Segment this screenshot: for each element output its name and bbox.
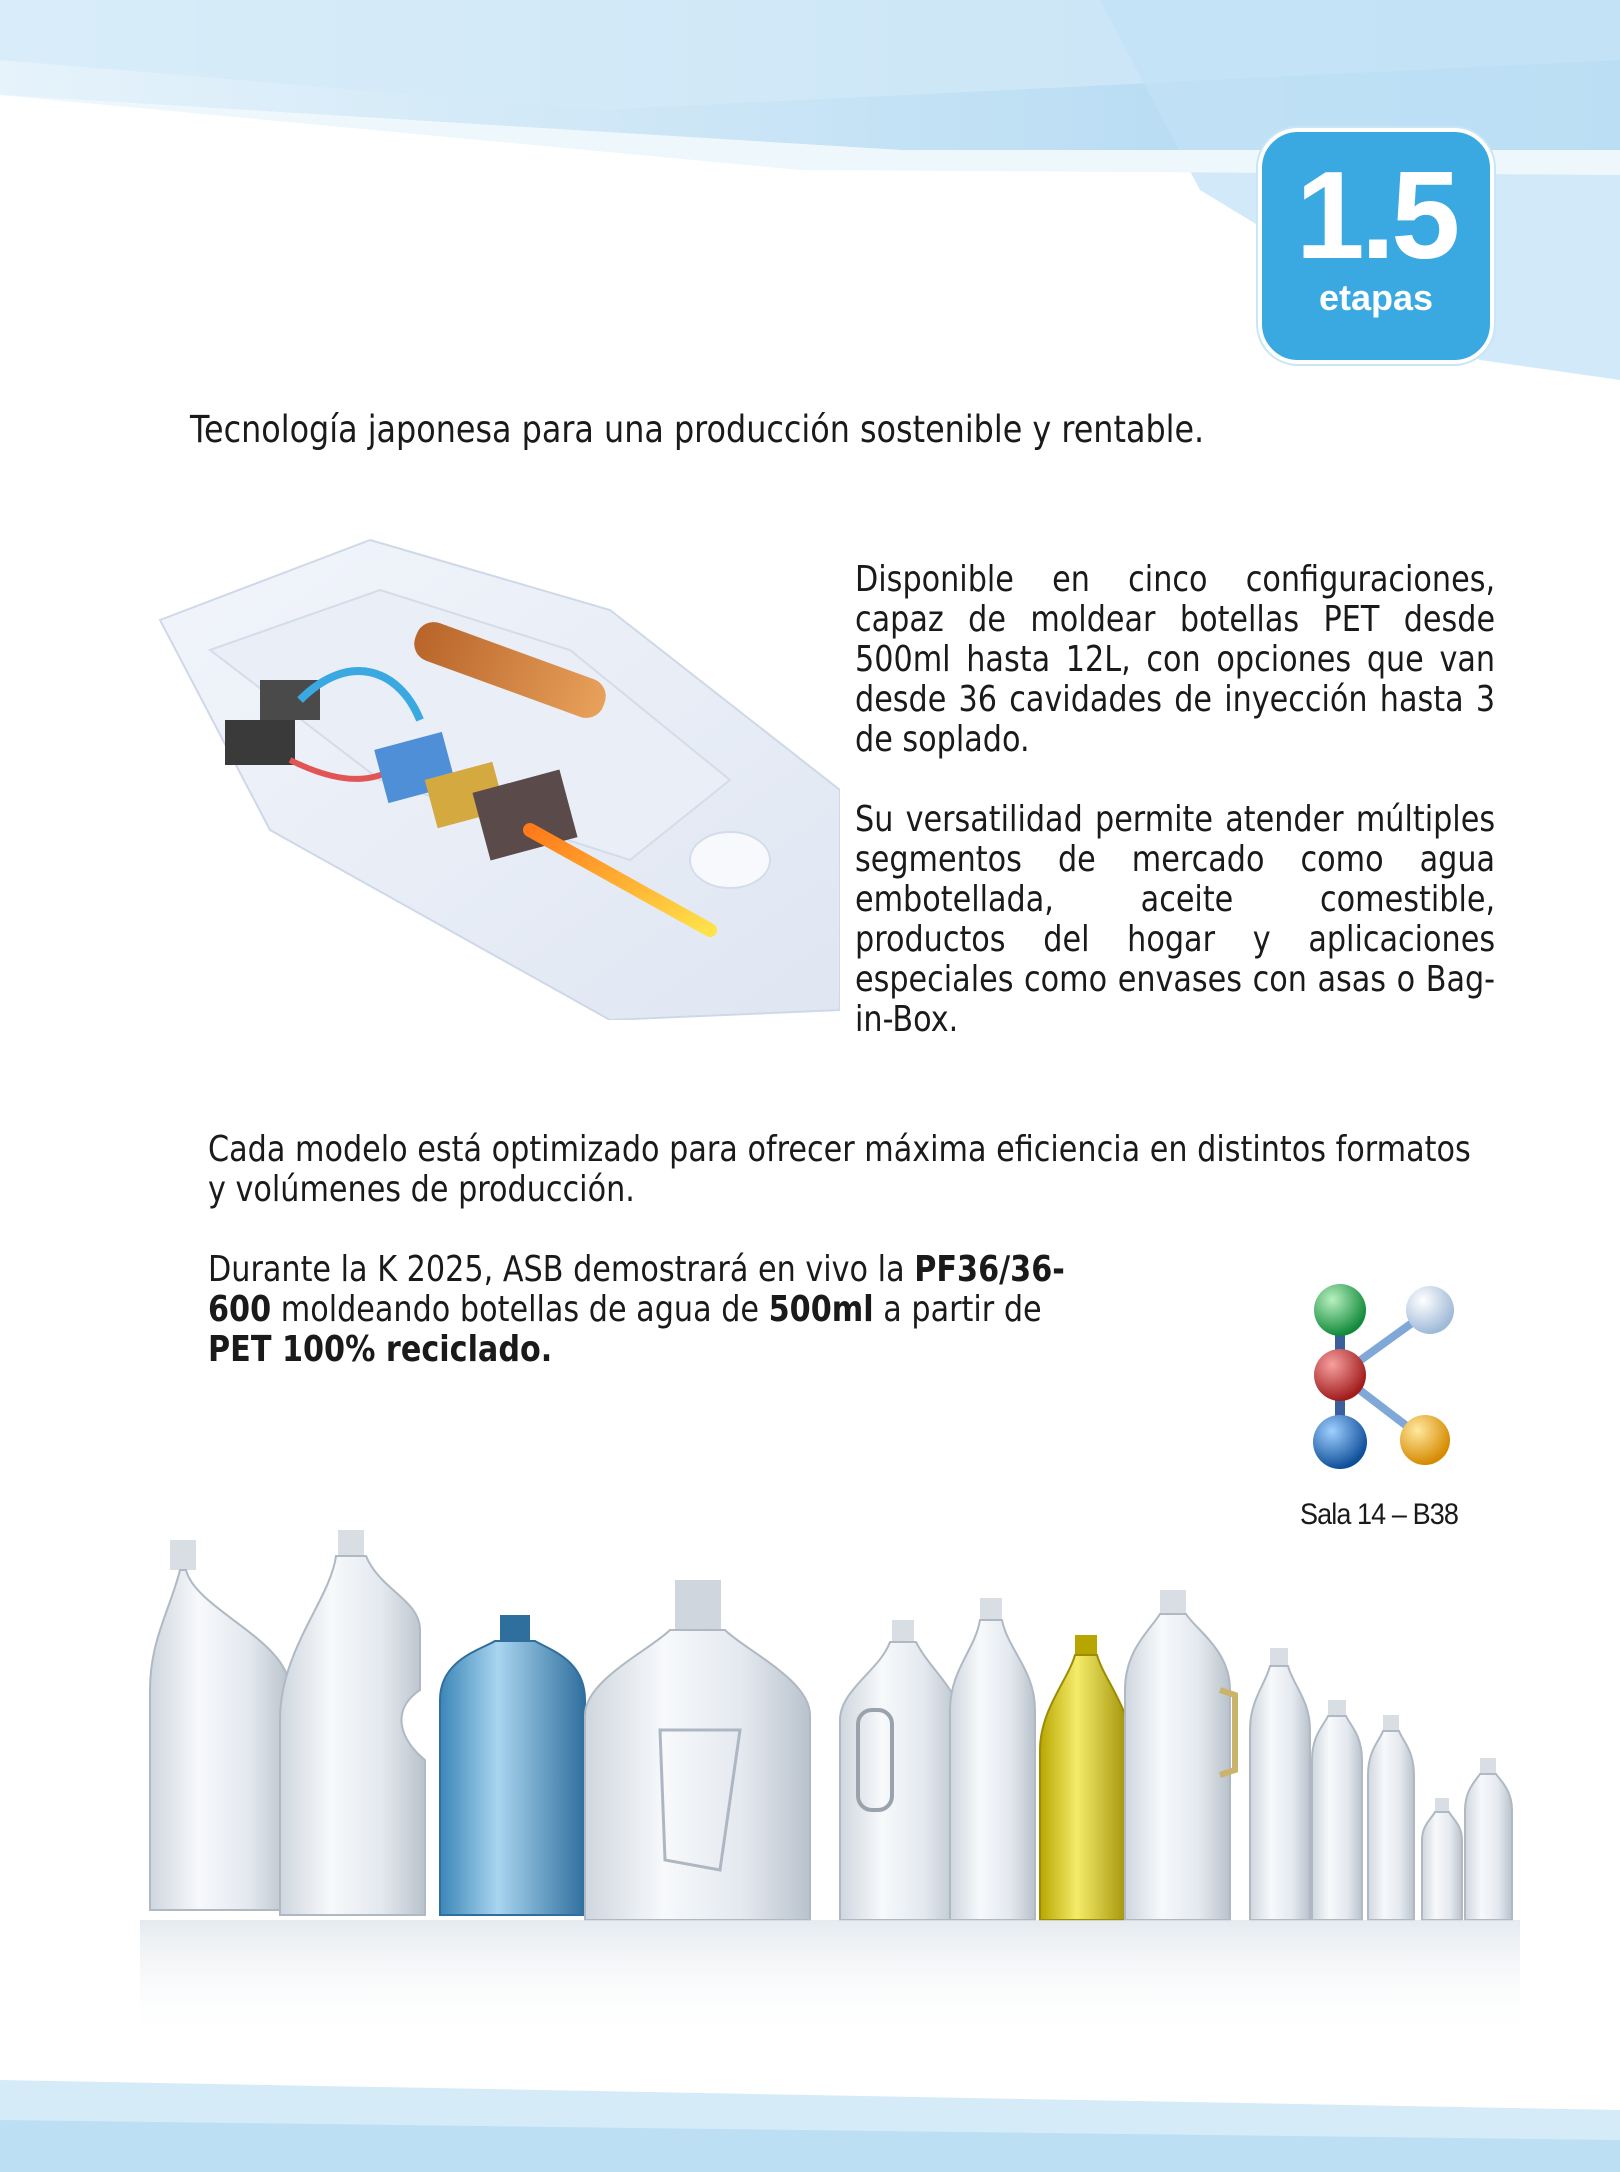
demo-model: PF36/36-600 [208, 1249, 1065, 1330]
demo-volume: 500ml [768, 1289, 874, 1330]
demo-text-1: Durante la K 2025, ASB demostrará en vivo la [208, 1249, 915, 1290]
versatility-paragraph: Su versatilidad permite atender múltiples segmentos de mercado como agua embotellada, aceite comestible, productos del hogar y aplicaciones especiales como envases con asas o Bag-in-Box. [855, 799, 1496, 1040]
bottom-wave-band [0, 2050, 1620, 2172]
demo-material: PET 100% reciclado. [208, 1329, 553, 1370]
hall-stand-label: Sala 14 – B38 [1300, 1498, 1458, 1531]
stage-badge [1258, 128, 1494, 364]
configurations-paragraph: Disponible en cinco configuraciones, capaz de moldear botellas PET desde 500ml hasta 12L, con opciones que van desde 36 cavidades de inyección hasta 3 de soplado. [855, 559, 1496, 760]
demo-text-2: moldeando botellas de agua de [271, 1289, 769, 1330]
tagline: Tecnología japonesa para una producción sostenible y rentable. [190, 408, 1205, 451]
demo-text-3: a partir de [873, 1289, 1042, 1330]
optimized-paragraph: Cada modelo está optimizado para ofrecer máxima eficiencia en distintos formatos y volúmenes de producción. [208, 1129, 1471, 1210]
machine-cutaway-image [150, 530, 840, 1020]
k-fair-molecule-logo [1295, 1270, 1475, 1480]
demo-paragraph [208, 1250, 1107, 1370]
badge-label: etapas [1318, 277, 1434, 318]
badge-number: 1.5 [1295, 147, 1457, 285]
pet-bottles-lineup-image [140, 1520, 1520, 2040]
